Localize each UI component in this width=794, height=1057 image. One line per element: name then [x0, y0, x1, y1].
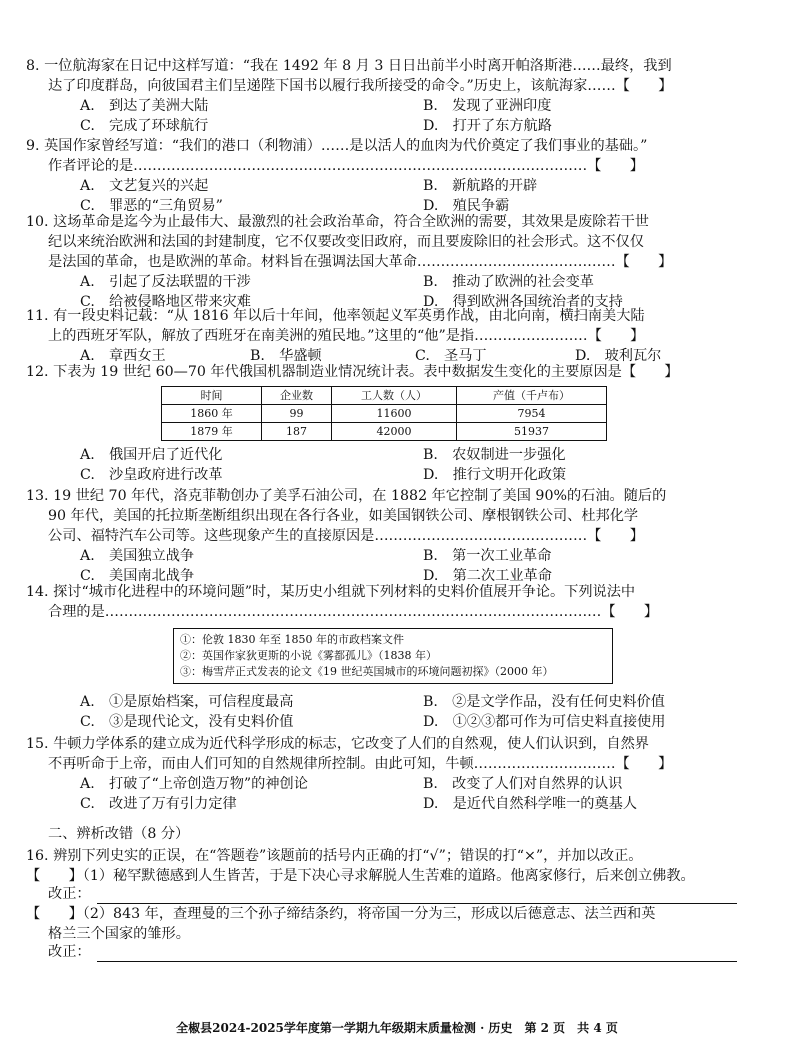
- option-a[interactable]: A. 俄国开启了近代化: [80, 447, 223, 463]
- table-cell: 7954: [457, 405, 607, 423]
- option-a[interactable]: A. ①是原始档案，可信程度最高: [80, 694, 294, 710]
- option-d[interactable]: D. 殖民争霸: [423, 198, 510, 214]
- section-title: 二、辨析改错（8 分）: [48, 826, 190, 842]
- options: [48, 445, 738, 485]
- question-14: [26, 582, 738, 732]
- question-number: 12.: [26, 364, 49, 380]
- options: [48, 774, 738, 814]
- option-a[interactable]: A. 引起了反法联盟的干涉: [80, 274, 251, 290]
- table-cell: 51937: [457, 423, 607, 441]
- source-item: ②：英国作家狄更斯的小说《雾都孤儿》（1838 年）: [180, 649, 437, 662]
- option-a[interactable]: A. 美国独立战争: [80, 548, 195, 564]
- question-text: 辨别下列史实的正误，在“答题卷”该题前的括号内正确的打“√”；错误的打“×”，并加以改正。: [53, 848, 643, 864]
- option-d[interactable]: D. ①②③都可作为可信史料直接使用: [423, 714, 666, 730]
- column-header: 企业数: [262, 387, 332, 405]
- options: [48, 692, 738, 732]
- question-number: 14.: [26, 584, 49, 600]
- question-text-cont: 纪以来统治欧洲和法国的封建制度，它不仅要改变旧政府，而且要废除旧的社会形式。这不仅仅: [48, 234, 644, 250]
- question-text: 探讨“城市化进程中的环境问题”时，某历史小组就下列材料的史料价值展开争论。下列说法中: [53, 584, 636, 600]
- question-text: 下表为 19 世纪 60—70 年代俄国机器制造业情况统计表。表中数据发生变化的主要原因是【 】: [53, 364, 679, 380]
- option-c[interactable]: C. 罪恶的“三角贸易”: [80, 198, 223, 214]
- options: [48, 546, 738, 586]
- question-text-cont: 不再听命于上帝，而由人们可知的自然规律所控制。由此可知，牛顿…………………………【 】: [48, 756, 673, 772]
- true-false-item-1: 【 】（1）秘罕默德感到人生皆苦，于是下决心寻求解脱人生苦难的道路。他离家修行，后来创立佛教。: [26, 868, 695, 884]
- question-13: [26, 486, 738, 586]
- question-text: 有一段史料记载：“从 1816 年以后十年间，他率领起义军英勇作战，由北向南，横扫南美大陆: [53, 308, 645, 324]
- option-d[interactable]: D. 第二次工业革命: [423, 568, 552, 584]
- question-number: 13.: [26, 488, 49, 504]
- true-false-item-2-cont: 格兰三个国家的雏形。: [48, 926, 190, 942]
- option-c[interactable]: C. ③是现代论文，没有史料价值: [80, 714, 294, 730]
- correction-label: 改正：: [48, 886, 91, 902]
- option-b[interactable]: B. 发现了亚洲印度: [423, 98, 552, 114]
- table-cell: 42000: [332, 423, 457, 441]
- correction-row-2: [48, 942, 738, 962]
- option-b[interactable]: B. ②是文学作品，没有任何史料价值: [423, 694, 665, 710]
- question-number: 8.: [26, 58, 40, 74]
- question-text: 这场革命是迄今为止最伟大、最激烈的社会政治革命，符合全欧洲的需要，其效果是废除若干世: [53, 214, 649, 230]
- source-item: ③：梅雪芹正式发表的论文《19 世纪英国城市的环境问题初探》（2000 年）: [180, 665, 554, 678]
- option-a[interactable]: A. 到达了美洲大陆: [80, 98, 209, 114]
- question-number: 10.: [26, 214, 49, 230]
- option-b[interactable]: B. 华盛顿: [250, 348, 322, 364]
- question-10: [26, 212, 738, 312]
- question-text-cont: 上的西班牙军队，解放了西班牙在南美洲的殖民地。”这里的“他”是指……………………【 】: [48, 328, 645, 344]
- column-header: 时间: [162, 387, 262, 405]
- option-d[interactable]: D. 得到欧洲各国统治者的支持: [423, 294, 623, 310]
- true-false-item-2: 【 】（2）843 年，查理曼的三个孙子缔结条约，将帝国一分为三，形成以后德意志、法兰西和英: [26, 906, 656, 922]
- question-12: [26, 362, 738, 485]
- option-b[interactable]: B. 第一次工业革命: [423, 548, 552, 564]
- question-text-cont: 是法国的革命，也是欧洲的革命。材料旨在强调法国大革命……………………………………【 】: [48, 254, 673, 270]
- question-11: [26, 306, 738, 366]
- option-c[interactable]: C. 改进了万有引力定律: [80, 796, 237, 812]
- table-cell: 99: [262, 405, 332, 423]
- question-number: 9.: [26, 138, 40, 154]
- question-16: [26, 846, 738, 886]
- option-b[interactable]: B. 改变了人们对自然界的认识: [423, 776, 623, 792]
- option-c[interactable]: C. 美国南北战争: [80, 568, 195, 584]
- column-header: 产值（千卢布）: [457, 387, 607, 405]
- options: [48, 176, 738, 216]
- option-c[interactable]: C. 圣马丁: [415, 348, 487, 364]
- table-cell: 1879 年: [162, 423, 262, 441]
- source-item: ①：伦敦 1830 年至 1850 年的市政档案文件: [180, 633, 404, 646]
- question-text: 一位航海家在日记中这样写道：“我在 1492 年 8 月 3 日日出前半小时离开帕洛斯港……最终，我到: [44, 58, 672, 74]
- option-b[interactable]: B. 农奴制进一步强化: [423, 447, 566, 463]
- option-c[interactable]: C. 沙皇政府进行改革: [80, 467, 223, 483]
- stats-table: [161, 386, 607, 441]
- option-d[interactable]: D. 玻利瓦尔: [575, 348, 662, 364]
- table-row: [162, 423, 607, 441]
- correction-input[interactable]: [97, 946, 737, 962]
- table-cell: 1860 年: [162, 405, 262, 423]
- question-text-cont: 作者评论的是……………………………………………………………………………………【 】: [48, 158, 644, 174]
- question-16-item-2: [26, 904, 738, 944]
- source-materials-box: [173, 628, 613, 684]
- question-number: 11.: [26, 308, 49, 324]
- table-row: [162, 405, 607, 423]
- question-text: 19 世纪 70 年代，洛克菲勒创办了美孚石油公司，在 1882 年它控制了美国 90%的石油。随后的: [53, 488, 667, 504]
- option-a[interactable]: A. 章西女王: [80, 348, 166, 364]
- page-footer: 全椒县2024-2025学年度第一学期九年级期末质量检测 · 历史 第 2 页 共 4 页: [176, 1021, 618, 1035]
- question-text: 英国作家曾经写道：“我们的港口（利物浦）……是以活人的血肉为代价奠定了我们事业的基础。”: [44, 138, 648, 154]
- table-header-row: [162, 387, 607, 405]
- options: [48, 96, 738, 136]
- question-9: [26, 136, 738, 216]
- question-number: 15.: [26, 736, 49, 752]
- question-text-cont: 90 年代，美国的托拉斯垄断组织出现在各行各业，如美国钢铁公司、摩根钢铁公司、杜邦化学: [48, 508, 639, 524]
- correction-input[interactable]: [97, 888, 737, 904]
- question-text: 牛顿力学体系的建立成为近代科学形成的标志，它改变了人们的自然观，使人们认识到，自然界: [53, 736, 649, 752]
- question-number: 16.: [26, 848, 49, 864]
- option-c[interactable]: C. 给被侵略地区带来灾难: [80, 294, 251, 310]
- question-text-cont: 达了印度群岛，向彼国君主们呈递陛下国书以履行我所接受的命令。”历史上，该航海家……【 】: [48, 78, 673, 94]
- column-header: 工人数（人）: [332, 387, 457, 405]
- option-d[interactable]: D. 推行文明开化政策: [423, 467, 567, 483]
- option-b[interactable]: B. 新航路的开辟: [423, 178, 538, 194]
- correction-row-1: [48, 884, 738, 904]
- option-d[interactable]: D. 是近代自然科学唯一的奠基人: [423, 796, 638, 812]
- question-text-cont: 合理的是……………………………………………………………………………………………【 】: [48, 604, 659, 620]
- table-cell: 11600: [332, 405, 457, 423]
- option-a[interactable]: A. 文艺复兴的兴起: [80, 178, 209, 194]
- option-b[interactable]: B. 推动了欧洲的社会变革: [423, 274, 594, 290]
- question-text-cont: 公司、福特汽车公司等。这些现象产生的直接原因是………………………………………【 】: [48, 528, 644, 544]
- option-d[interactable]: D. 打开了东方航路: [423, 118, 552, 134]
- option-a[interactable]: A. 打破了“上帝创造万物”的神创论: [80, 776, 308, 792]
- option-c[interactable]: C. 完成了环球航行: [80, 118, 209, 134]
- question-8: [26, 56, 738, 136]
- correction-label: 改正：: [48, 944, 91, 960]
- table-cell: 187: [262, 423, 332, 441]
- question-15: [26, 734, 738, 814]
